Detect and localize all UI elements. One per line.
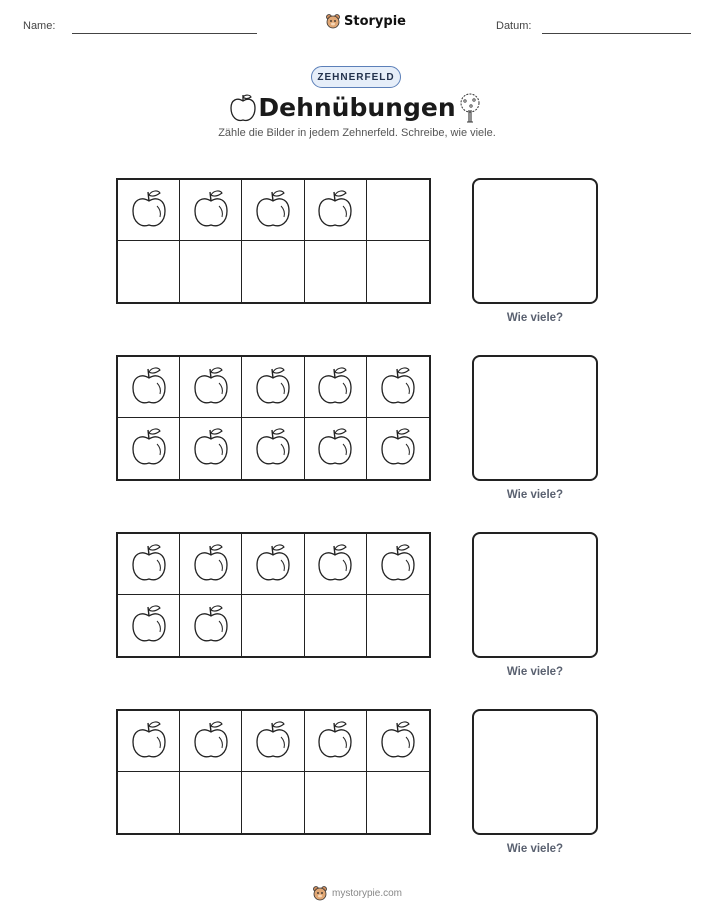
apple-icon xyxy=(192,186,230,235)
ten-frame-cell xyxy=(242,711,304,772)
ten-frame-cell xyxy=(180,595,242,656)
name-label: Name: xyxy=(23,20,56,32)
ten-frame xyxy=(116,709,431,835)
answer-box[interactable] xyxy=(472,532,598,658)
apple-icon xyxy=(379,363,417,412)
ten-frame xyxy=(116,532,431,658)
ten-frame-cell xyxy=(180,711,242,772)
ten-frame-cell xyxy=(180,180,242,241)
apple-icon xyxy=(316,186,354,235)
tree-icon xyxy=(456,92,484,124)
apple-icon xyxy=(130,601,168,650)
apple-icon xyxy=(254,186,292,235)
apple-icon xyxy=(192,717,230,766)
ten-frame-cell xyxy=(118,772,180,833)
ten-frame-cell xyxy=(118,595,180,656)
ten-frame-cell xyxy=(118,534,180,595)
ten-frame-cell xyxy=(367,180,429,241)
bear-mascot-icon xyxy=(312,885,328,901)
ten-frame-cell xyxy=(367,711,429,772)
storypie-logo xyxy=(325,13,406,29)
ten-frame xyxy=(116,355,431,481)
instructions: Zähle die Bilder in jedem Zehnerfeld. Schreibe, wie viele. xyxy=(218,127,496,139)
apple-icon xyxy=(130,363,168,412)
ten-frame-cell xyxy=(242,595,304,656)
ten-frame-cell xyxy=(180,772,242,833)
ten-frame-cell xyxy=(118,418,180,479)
apple-icon xyxy=(192,601,230,650)
title-row xyxy=(0,90,714,126)
ten-frame-cell xyxy=(367,534,429,595)
apple-icon xyxy=(192,540,230,589)
ten-frame-cell xyxy=(367,418,429,479)
ten-frame-cell xyxy=(180,534,242,595)
date-label: Datum: xyxy=(496,20,532,32)
apple-icon xyxy=(130,424,168,473)
ten-frame-cell xyxy=(305,418,367,479)
ten-frame-cell xyxy=(118,241,180,302)
answer-box[interactable] xyxy=(472,178,598,304)
apple-icon xyxy=(130,540,168,589)
ten-frame-cell xyxy=(180,418,242,479)
apple-icon xyxy=(379,717,417,766)
ten-frame-cell xyxy=(242,357,304,418)
answer-label: Wie viele? xyxy=(506,666,564,678)
ten-frame-cell xyxy=(118,711,180,772)
footer xyxy=(0,885,714,901)
answer-label: Wie viele? xyxy=(506,312,564,324)
ten-frame-cell xyxy=(367,357,429,418)
worksheet-header xyxy=(0,0,714,50)
apple-icon xyxy=(379,540,417,589)
ten-frame-cell xyxy=(242,241,304,302)
ten-frame-cell xyxy=(118,180,180,241)
brand-name: Storypie xyxy=(344,13,406,29)
apple-icon xyxy=(254,424,292,473)
apple-icon xyxy=(316,717,354,766)
page-title: Dehnübungen xyxy=(258,93,456,122)
apple-icon xyxy=(316,363,354,412)
apple-icon xyxy=(254,717,292,766)
answer-label: Wie viele? xyxy=(506,489,564,501)
apple-icon xyxy=(316,424,354,473)
ten-frame-cell xyxy=(367,772,429,833)
ten-frame-cell xyxy=(242,534,304,595)
ten-frame xyxy=(116,178,431,304)
apple-icon xyxy=(192,363,230,412)
ten-frame-cell xyxy=(305,180,367,241)
answer-box[interactable] xyxy=(472,709,598,835)
ten-frame-cell xyxy=(367,595,429,656)
date-line xyxy=(542,33,691,34)
apple-icon xyxy=(130,717,168,766)
apple-icon xyxy=(316,540,354,589)
name-line xyxy=(72,33,257,34)
ten-frame-cell xyxy=(180,241,242,302)
apple-icon xyxy=(379,424,417,473)
ten-frame-cell xyxy=(305,534,367,595)
category-badge: ZEHNERFELD xyxy=(311,66,401,88)
ten-frame-cell xyxy=(242,772,304,833)
ten-frame-cell xyxy=(242,418,304,479)
footer-url: mystorypie.com xyxy=(331,887,402,899)
answer-box[interactable] xyxy=(472,355,598,481)
apple-icon xyxy=(254,363,292,412)
apple-icon xyxy=(192,424,230,473)
apple-icon xyxy=(254,540,292,589)
ten-frame-cell xyxy=(305,241,367,302)
ten-frame-cell xyxy=(367,241,429,302)
ten-frame-cell xyxy=(305,711,367,772)
apple-icon xyxy=(130,186,168,235)
ten-frame-cell xyxy=(180,357,242,418)
ten-frame-cell xyxy=(305,357,367,418)
ten-frame-cell xyxy=(242,180,304,241)
ten-frame-cell xyxy=(118,357,180,418)
ten-frame-cell xyxy=(305,772,367,833)
ten-frame-cell xyxy=(305,595,367,656)
bear-mascot-icon xyxy=(325,13,341,29)
answer-label: Wie viele? xyxy=(506,843,564,855)
